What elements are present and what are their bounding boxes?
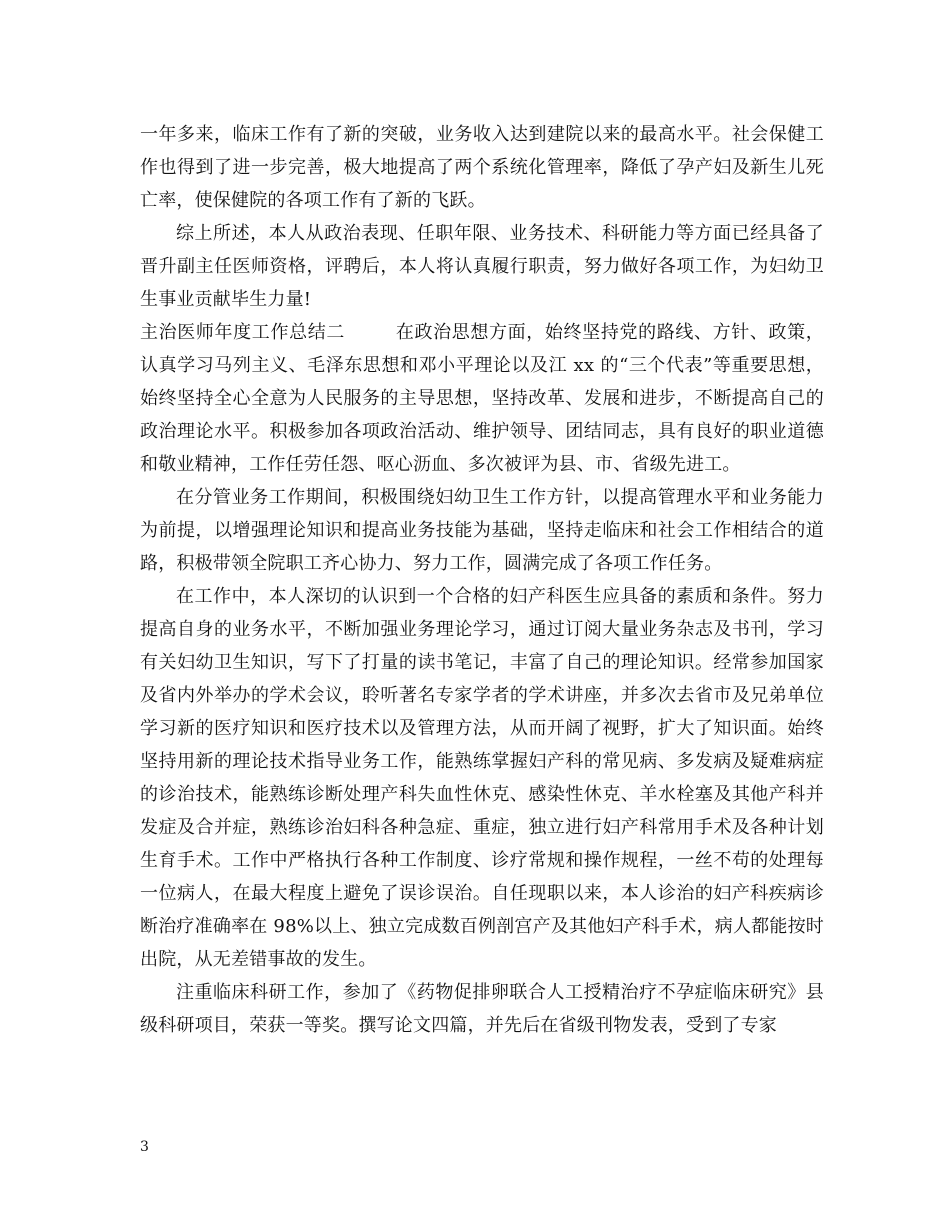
paragraph-6: 注重临床科研工作，参加了《药物促排卵联合人工授精治疗不孕症临床研究》县级科研项目，荣获一等奖。撰写论文四篇，并先后在省级刊物发表，受到了专家	[140, 982, 824, 1036]
paragraph-1: 一年多来，临床工作有了新的突破，业务收入达到建院以来的最高水平。社会保健工作也得到了进一步完善，极大地提高了两个系统化管理率，降低了孕产妇及新生儿死亡率，使保健院的各项工作有了新的飞跃。	[140, 124, 824, 211]
paragraph-2: 综上所述，本人从政治表现、任职年限、业务技术、科研能力等方面已经具备了晋升副主任医师资格，评聘后，本人将认真履行职责，努力做好各项工作，为妇幼卫生事业贡献毕生力量!	[140, 223, 824, 310]
paragraph-3-text: 在政治思想方面，始终坚持党的路线、方针、政策，认真学习马列主义、毛泽东思想和邓小平理论以及江 xx 的“三个代表”等重要思想，始终坚持全心全意为人民服务的主导思想，坚持改革、发展和进步，不断提高自己的政治理论水平。积极参加各项政治活动、维护领导、团结同志，具有良好的职业道德和敬业精神，工作任劳任怨、呕心沥血、多次被评为县、市、省级先进工。	[140, 322, 824, 475]
heading-gap	[345, 322, 396, 343]
page-number: 3	[140, 1139, 149, 1155]
paragraph-4: 在分管业务工作期间，积极围绕妇幼卫生工作方针，以提高管理水平和业务能力为前提，以增强理论知识和提高业务技能为基础，坚持走临床和社会工作相结合的道路，积极带领全院职工齐心协力、努力工作，圆满完成了各项工作任务。	[140, 487, 824, 574]
paragraph-5: 在工作中，本人深切的认识到一个合格的妇产科医生应具备的素质和条件。努力提高自身的业务水平，不断加强业务理论学习，通过订阅大量业务杂志及书刊，学习有关妇幼卫生知识，写下了打量的读书笔记，丰富了自己的理论知识。经常参加国家及省内外举办的学术会议，聆听著名专家学者的学术讲座，并多次去省市及兄弟单位学习新的医疗知识和医疗技术以及管理方法，从而开阔了视野，扩大了知识面。始终坚持用新的理论技术指导业务工作，能熟练掌握妇产科的常见病、多发病及疑难病症的诊治技术，能熟练诊断处理产科失血性休克、感染性休克、羊水栓塞及其他产科并发症及合并症，熟练诊治妇科各种急症、重症，独立进行妇产科常用手术及各种计划生育手术。工作中严格执行各种工作制度、诊疗常规和操作规程，一丝不苟的处理每一位病人，在最大程度上避免了误诊误治。自任现职以来，本人诊治的妇产科疾病诊断治疗准确率在 98%以上、独立完成数百例剖宫产及其他妇产科手术，病人都能按时出院，从无差错事故的发生。	[140, 586, 824, 970]
paragraph-3	[140, 316, 824, 481]
document-body	[140, 118, 824, 1042]
section-heading: 主治医师年度工作总结二	[140, 322, 345, 343]
